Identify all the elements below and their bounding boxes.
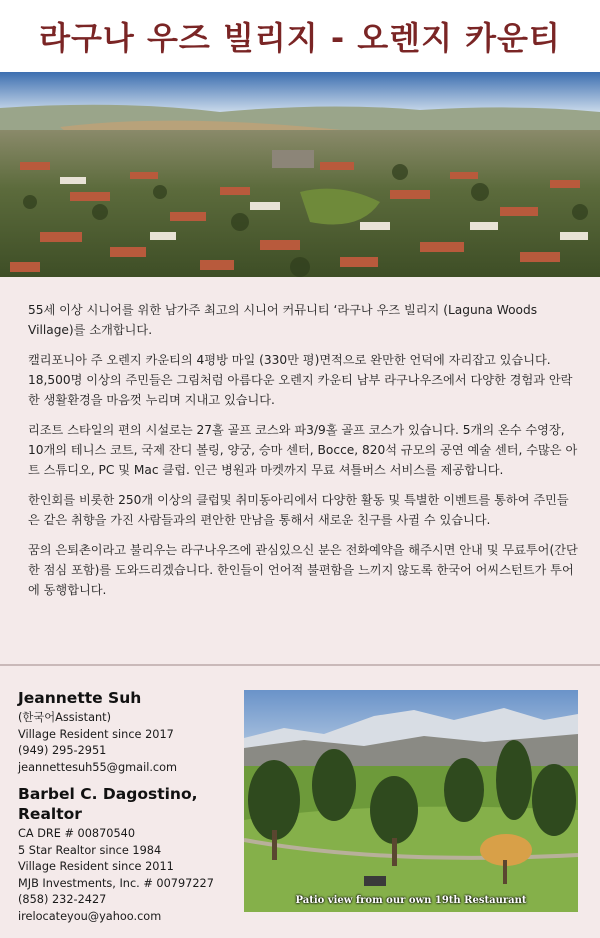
- intro-text: [28, 300, 578, 610]
- contact-company: MJB Investments, Inc. # 00797227: [18, 876, 214, 890]
- page-title: 라구나 우즈 빌리지 - 오렌지 카운티: [39, 19, 561, 57]
- contact-phone[interactable]: (858) 232-2427: [18, 893, 107, 906]
- contact-barbel: [18, 784, 243, 925]
- aerial-village-photo: [0, 72, 600, 277]
- photo-caption: Patio view from our own 19th Restaurant: [295, 895, 527, 906]
- paragraph: 리조트 스타일의 편의 시설로는 27홀 골프 코스와 파3/9홀 골프 코스가 있습니다. 5개의 온수 수영장, 10개의 테니스 코트, 국제 잔디 볼링, 양궁, 승마 센터, Bocce, 820석 규모의 공연 예술 센터, 수많은 아트 스튜디오, PC 및 Mac 클럽. 인근 병원과 마켓까지 무료 셔틀버스 서비스를 제공합니다.: [28, 423, 578, 477]
- contact-info: [18, 688, 243, 925]
- contact-email[interactable]: irelocateyou@yahoo.com: [18, 909, 162, 923]
- contact-phone[interactable]: (949) 295-2951: [18, 744, 107, 757]
- contact-name: Barbel C. Dagostino, Realtor: [18, 785, 198, 823]
- title-band: [0, 0, 600, 72]
- contact-jeannette: [18, 688, 243, 776]
- paragraph: 꿈의 은퇴촌이라고 불리우는 라구나우즈에 관심있으신 분은 전화예약을 해주시면 안내 및 무료투어(간단한 점심 포함)를 도와드리겠습니다. 한인들이 언어적 불편함을 느끼지 않도록 한국어 어씨스턴트가 투어에 동행합니다.: [28, 543, 578, 597]
- paragraph: 55세 이상 시니어를 위한 남가주 최고의 시니어 커뮤니티 ‘라구나 우즈 빌리지 (Laguna Woods Village)를 소개합니다.: [28, 303, 538, 337]
- contact-resident: Village Resident since 2017: [18, 727, 174, 741]
- golf-course-photo: [244, 690, 578, 912]
- paragraph: 한인회를 비롯한 250개 이상의 클럽및 취미동아리에서 다양한 활동 및 특별한 이벤트를 통하여 주민들은 같은 취향을 가진 사람들과의 편안한 만남을 통해서 새로운 친구를 사귈 수 있습니다.: [28, 493, 569, 527]
- contact-role: (한국어Assistant): [18, 711, 112, 724]
- contact-star: 5 Star Realtor since 1984: [18, 843, 162, 857]
- paragraph: 캘리포니아 주 오렌지 카운티의 4평방 마일 (330만 평)면적으로 완만한 언덕에 자리잡고 있습니다. 18,500명 이상의 주민들은 그림처럼 아름다운 오렌지 카운티 남부 라구나우즈에서 다양한 경험과 안락한 생활환경을 마음껏 누리며 지내고 있습니다.: [28, 353, 573, 407]
- contact-dre: CA DRE # 00870540: [18, 827, 136, 840]
- contact-resident: Village Resident since 2011: [18, 860, 174, 873]
- contact-name: Jeannette Suh: [18, 689, 142, 707]
- contact-email[interactable]: jeannettesuh55@gmail.com: [18, 760, 178, 774]
- divider: [0, 664, 600, 666]
